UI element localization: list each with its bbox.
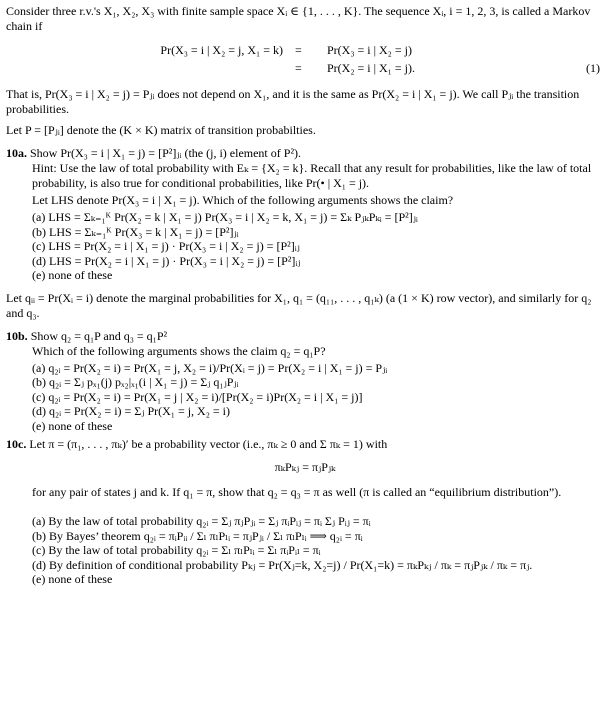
equation-row-1	[6, 43, 604, 61]
option-a[interactable]: (a) By the law of total probability q₂ᵢ = Σⱼ πⱼPⱼᵢ = Σⱼ πᵢPᵢⱼ = πᵢ Σⱼ Pᵢⱼ = πᵢ	[32, 514, 371, 528]
markov-equation	[6, 43, 604, 79]
equation-rhs-1: Pr(X₃ = i | X₂ = j)	[327, 43, 412, 57]
question-10a	[6, 146, 604, 283]
question-label: 10c.	[6, 437, 27, 451]
option-a[interactable]: (a) q₂ᵢ = Pr(X₂ = i) = Pr(X₁ = j, X₂ = i)/Pr(Xᵢ = j) = Pr(X₂ = i | X₁ = j) = Pⱼᵢ	[32, 360, 388, 375]
question-hint: Hint: Use the law of total probability with Eₖ = {X₂ = k}. Recall that any result for probabilities, like the law of total probability, is also true for conditional probabilities, like Pr(• | X₁ = j).	[32, 161, 592, 190]
transition-paragraph: That is, Pr(X₃ = i | X₂ = j) = Pⱼᵢ does not depend on X₁, and it is the same as Pr(X₂ = i | X₁ = j). We call Pⱼᵢ the transition probabilities.	[6, 87, 580, 116]
question-after: for any pair of states j and k. If q₁ = π, show that q₂ = q₃ = π as well (π is called an “equilibrium distribution”).	[32, 485, 562, 499]
option-b[interactable]: (b) By Bayes’ theorem q₂ᵢ = πᵢPᵢᵢ / Σₗ πₗPₗᵢ = πⱼPⱼᵢ / Σₗ πₗPₗᵢ ⟹ q₂ᵢ = πᵢ	[32, 528, 363, 543]
option-c[interactable]: (c) q₂ᵢ = Pr(X₂ = i) = Pr(X₁ = j | X₂ = i)/[Pr(X₂ = i)Pr(X₂ = i | X₁ = j)]	[32, 389, 363, 404]
equation-equals: =	[295, 61, 302, 75]
question-text: Let π = (π₁, . . . , πₖ)′ be a probability vector (i.e., πₖ ≥ 0 and Σ πₖ = 1) with	[29, 437, 388, 451]
question-label: 10b.	[6, 328, 28, 343]
option-d[interactable]: (d) By definition of conditional probability Pₖⱼ = Pr(Xⱼ=k, X₂=j) / Pr(X₁=k) = πₖPₖⱼ / πₖ = πⱼPⱼₖ / πₖ = πⱼ.	[32, 557, 533, 572]
equation-number: (1)	[586, 61, 600, 75]
question-10c	[6, 437, 604, 587]
option-a[interactable]: (a) LHS = Σₖ₌₁ᴷ Pr(X₂ = k | X₁ = j) Pr(X₃ = i | X₂ = k, X₁ = j) = Σₖ PⱼₖPₖᵢ = [P²]ⱼᵢ	[32, 210, 418, 224]
answer-options	[6, 361, 604, 434]
question-ask: Let LHS denote Pr(X₃ = i | X₁ = j). Which of the following arguments shows the claim?	[32, 193, 454, 207]
option-e[interactable]: (e) none of these	[32, 268, 113, 282]
question-label: 10a.	[6, 146, 27, 160]
option-e[interactable]: (e) none of these	[32, 418, 113, 433]
answer-options	[6, 514, 604, 587]
intro-paragraph: Consider three r.v.'s X₁, X₂, X₃ with finite sample space Xᵢ ∈ {1, . . . , K}. The sequence Xᵢ, i = 1, 2, 3, is called a Markov chain if	[6, 4, 591, 33]
option-b[interactable]: (b) q₂ᵢ = Σⱼ pₓ₁(j) pₓ₂|ₓ₁(i | X₁ = j) = Σⱼ q₁ⱼPⱼᵢ	[32, 375, 239, 389]
option-b[interactable]: (b) LHS = Σₖ₌₁ᴷ Pr(X₃ = k | X₁ = j) = [P²]ⱼᵢ	[32, 224, 239, 239]
equation-lhs: Pr(X₃ = i | X₂ = j, X₁ = k)	[160, 43, 283, 57]
option-c[interactable]: (c) LHS = Pr(X₂ = i | X₁ = j) · Pr(X₃ = i | X₂ = j) = [P²]ᵢⱼ	[32, 239, 300, 253]
balance-equation: πₖPₖⱼ = πⱼPⱼₖ	[274, 460, 336, 474]
question-text: Show q₂ = q₁P and q₃ = q₁P²	[30, 328, 168, 343]
option-e[interactable]: (e) none of these	[32, 572, 113, 586]
matrix-definition: Let P = [Pⱼᵢ] denote the (K × K) matrix of transition probabilties.	[6, 123, 316, 137]
equation-rhs-2: Pr(X₂ = i | X₁ = j).	[327, 61, 415, 75]
marginal-paragraph: Let qᵢᵢ = Pr(Xᵢ = i) denote the marginal probabilities for X₁, q₁ = (q₁₁, . . . , q₁ₖ) (a (1 × K) row vector), and similarly for q₂ and q₃.	[6, 290, 592, 320]
option-c[interactable]: (c) By the law of total probability q₂ᵢ = Σₗ πₗPₗᵢ = Σₗ πᵢPᵢₗ = πᵢ	[32, 543, 321, 557]
question-ask: Which of the following arguments shows the claim q₂ = q₁P?	[32, 343, 326, 358]
question-text: Show Pr(X₃ = i | X₁ = j) = [P²]ⱼᵢ (the (j, i) element of P²).	[30, 146, 302, 160]
answer-options	[6, 210, 604, 283]
equation-row-2	[6, 61, 604, 79]
option-d[interactable]: (d) LHS = Pr(X₂ = i | X₁ = j) · Pr(X₃ = i | X₂ = j) = [P²]ᵢⱼ	[32, 253, 301, 268]
question-10b	[6, 329, 604, 434]
equation-equals: =	[295, 43, 302, 57]
option-d[interactable]: (d) q₂ᵢ = Pr(X₂ = i) = Σⱼ Pr(X₁ = j, X₂ = i)	[32, 404, 231, 418]
